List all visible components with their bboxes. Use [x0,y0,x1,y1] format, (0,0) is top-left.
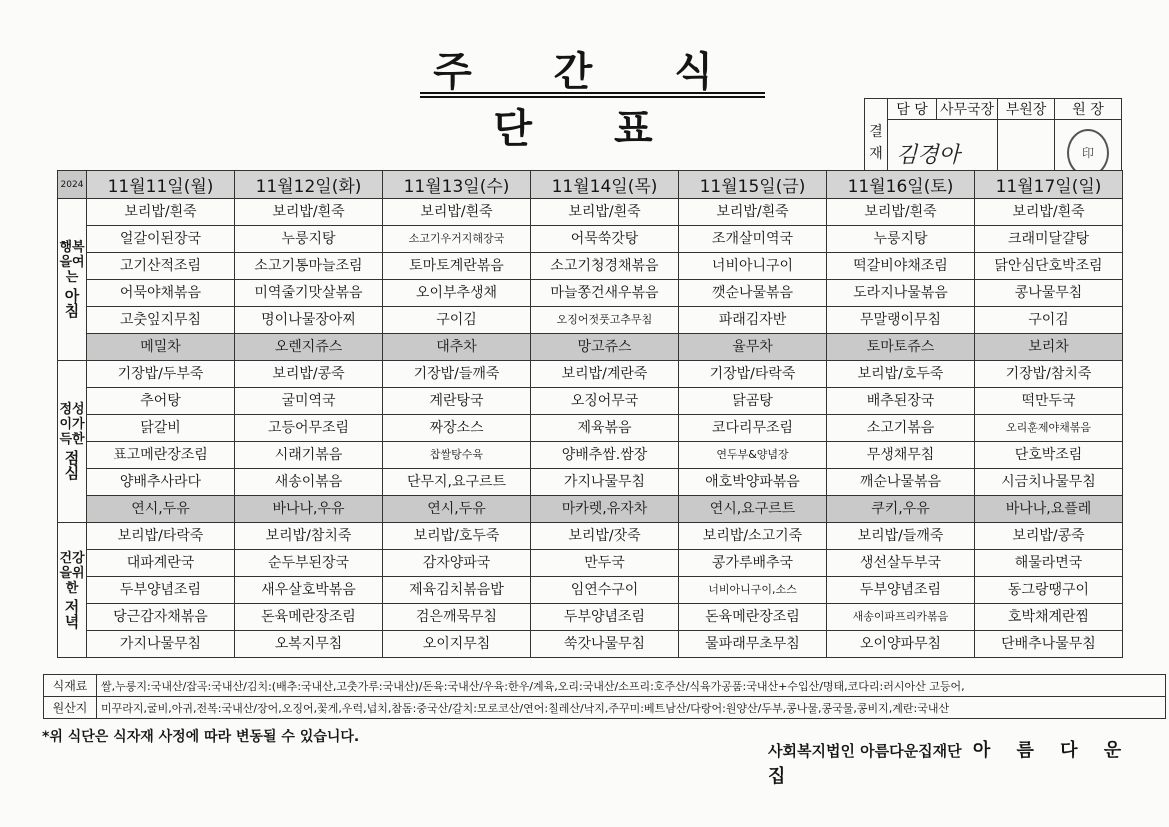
menu-cell: 소고기우거지해장국 [383,226,531,253]
day-header: 11월11일(월) [87,171,235,199]
menu-cell: 오이지무침 [383,631,531,658]
menu-cell: 보리밥/타락죽 [87,523,235,550]
menu-cell: 만두국 [531,550,679,577]
menu-cell: 돈육메란장조림 [679,604,827,631]
menu-cell: 가지나물무침 [531,469,679,496]
snack-cell: 망고쥬스 [531,334,679,361]
menu-cell: 기장밥/참치죽 [975,361,1123,388]
meal-label-breakfast [58,199,87,361]
breakfast-row [58,307,1123,334]
menu-cell: 누룽지탕 [827,226,975,253]
origin-row [44,697,1166,719]
snack-cell: 연시,요구르트 [679,496,827,523]
menu-cell: 도라지나물볶음 [827,280,975,307]
menu-cell: 코다리무조림 [679,415,827,442]
organization-main: 아 름 다 운 집 [768,740,1132,787]
menu-cell: 보리밥/호두죽 [383,523,531,550]
snack-cell: 연시,두유 [87,496,235,523]
snack-cell: 율무차 [679,334,827,361]
menu-cell: 오복지무침 [235,631,383,658]
menu-cell: 소고기통마늘조림 [235,253,383,280]
snack-cell: 오렌지쥬스 [235,334,383,361]
menu-cell: 오이부추생채 [383,280,531,307]
menu-cell: 고기산적조림 [87,253,235,280]
breakfast-row [58,280,1123,307]
title-underline-2 [420,96,765,98]
menu-cell: 소고기볶음 [827,415,975,442]
menu-cell: 너비아니구이 [679,253,827,280]
menu-cell: 돈육메란장조림 [235,604,383,631]
menu-cell: 짜장소스 [383,415,531,442]
menu-cell: 구이김 [975,307,1123,334]
approval-header-vice-director: 부원장 [998,99,1055,120]
lunch-row [58,469,1123,496]
snack-cell: 연시,두유 [383,496,531,523]
menu-cell: 물파래무초무침 [679,631,827,658]
snack-cell: 대추차 [383,334,531,361]
breakfast-snack-row [58,334,1123,361]
dinner-row [58,523,1123,550]
lunch-row [58,361,1123,388]
menu-cell: 보리밥/흰죽 [975,199,1123,226]
breakfast-row [58,253,1123,280]
dinner-row [58,631,1123,658]
lunch-snack-row [58,496,1123,523]
menu-cell: 소고기청경채볶음 [531,253,679,280]
title-underline [420,92,765,94]
meal-label-lunch-top: 정성이가득한 [59,402,85,447]
menu-cell: 명이나물장아찌 [235,307,383,334]
snack-cell: 마카렛,유자차 [531,496,679,523]
menu-cell: 크래미달걀탕 [975,226,1123,253]
day-header: 11월12일(화) [235,171,383,199]
menu-cell: 보리밥/흰죽 [827,199,975,226]
menu-cell: 새송이볶음 [235,469,383,496]
menu-cell: 생선살두부국 [827,550,975,577]
meal-label-breakfast-main: 아침 [64,287,80,320]
menu-cell: 시금치나물무침 [975,469,1123,496]
menu-cell: 보리밥/콩죽 [975,523,1123,550]
lunch-row [58,388,1123,415]
menu-cell: 연두부&양념장 [679,442,827,469]
seal-stamp: 印 [1067,129,1109,177]
menu-cell: 닭갈비 [87,415,235,442]
menu-cell: 보리밥/들깨죽 [827,523,975,550]
snack-cell: 메밀차 [87,334,235,361]
snack-cell: 토마토쥬스 [827,334,975,361]
menu-cell: 시래기볶음 [235,442,383,469]
menu-cell: 추어탕 [87,388,235,415]
menu-cell: 조개살미역국 [679,226,827,253]
menu-cell: 양배추쌈.쌈장 [531,442,679,469]
menu-cell: 보리밥/흰죽 [235,199,383,226]
menu-cell: 두부양념조림 [87,577,235,604]
menu-cell: 콩가루배추국 [679,550,827,577]
menu-cell: 보리밥/흰죽 [383,199,531,226]
organization-prefix: 사회복지법인 아름다운집재단 [768,742,962,760]
menu-cell: 콩나물무침 [975,280,1123,307]
menu-cell: 닭안심단호박조림 [975,253,1123,280]
menu-cell: 미역줄기맛살볶음 [235,280,383,307]
menu-cell: 어묵야채볶음 [87,280,235,307]
menu-cell: 양배추사라다 [87,469,235,496]
origin-info-table [43,674,1166,719]
snack-cell: 바나나,우유 [235,496,383,523]
menu-cell: 보리밥/호두죽 [827,361,975,388]
menu-cell: 구이김 [383,307,531,334]
day-header: 11월14일(목) [531,171,679,199]
dinner-row [58,577,1123,604]
origin-label-ingredients: 식재료 [44,675,97,697]
menu-cell: 임연수구이 [531,577,679,604]
origin-label-origin: 원산지 [44,697,97,719]
menu-cell: 표고메란장조림 [87,442,235,469]
menu-cell: 애호박양파볶음 [679,469,827,496]
menu-cell: 당근감자채볶음 [87,604,235,631]
menu-cell: 순두부된장국 [235,550,383,577]
menu-cell: 검은깨묵무침 [383,604,531,631]
meal-label-lunch [58,361,87,523]
menu-cell: 제육볶음 [531,415,679,442]
menu-cell: 계란탕국 [383,388,531,415]
menu-cell: 감자양파국 [383,550,531,577]
menu-cell: 파래김자반 [679,307,827,334]
menu-cell: 단호박조림 [975,442,1123,469]
menu-change-notice: *위 식단은 식자재 사정에 따라 변동될 수 있습니다. [42,729,360,745]
menu-cell: 대파계란국 [87,550,235,577]
menu-cell: 얼갈이된장국 [87,226,235,253]
menu-cell: 호박채계란찜 [975,604,1123,631]
snack-cell: 바나나,요플레 [975,496,1123,523]
menu-cell: 배추된장국 [827,388,975,415]
menu-cell: 두부양념조림 [827,577,975,604]
meal-label-dinner-top: 건강을위한 [59,550,85,596]
menu-cell: 고춧잎지무침 [87,307,235,334]
menu-cell: 토마토계란볶음 [383,253,531,280]
menu-cell: 새송이파프리카볶음 [827,604,975,631]
origin-row [44,675,1166,697]
signature: 김경아 [896,142,960,168]
menu-cell: 어묵쑥갓탕 [531,226,679,253]
menu-cell: 고등어무조림 [235,415,383,442]
day-header-row [58,171,1123,199]
origin-text-line2: 미꾸라지,굴비,아귀,전복:국내산/장어,오징어,꽃게,우럭,넙치,참돔:중국산/갈치:모로코산/연어:칠레산/낙지,주꾸미:베트남산/다랑어:원양산/두부,콩나물,콩국물,콩비지,계란:국내산 [97,697,1166,719]
weekly-menu-table [57,170,1123,658]
menu-cell: 단무지,요구르트 [383,469,531,496]
menu-cell: 떡갈비야채조림 [827,253,975,280]
menu-cell: 기장밥/두부죽 [87,361,235,388]
menu-cell: 제육김치볶음밥 [383,577,531,604]
menu-cell: 해물라면국 [975,550,1123,577]
menu-cell: 너비아니구이,소스 [679,577,827,604]
menu-cell: 찹쌀탕수육 [383,442,531,469]
meal-label-breakfast-top: 행복을여는 [59,240,85,285]
menu-cell: 닭곰탕 [679,388,827,415]
menu-cell: 두부양념조림 [531,604,679,631]
menu-cell: 마늘쫑건새우볶음 [531,280,679,307]
dinner-row [58,604,1123,631]
snack-cell: 쿠키,우유 [827,496,975,523]
menu-cell: 오이양파무침 [827,631,975,658]
day-header: 11월16일(토) [827,171,975,199]
approval-header-secretary: 사무국장 [937,99,998,120]
day-header: 11월13일(수) [383,171,531,199]
menu-cell: 보리밥/계란죽 [531,361,679,388]
day-header: 11월17일(일) [975,171,1123,199]
meal-label-dinner [58,523,87,658]
dinner-row [58,550,1123,577]
menu-cell: 무생채무침 [827,442,975,469]
menu-cell: 기장밥/들깨죽 [383,361,531,388]
breakfast-row [58,199,1123,226]
meal-label-dinner-main: 저녁 [64,597,80,631]
year-label: 2024 [58,171,87,199]
menu-cell: 기장밥/타락죽 [679,361,827,388]
organization-name [768,736,1169,788]
page-title: 주 간 식 단 표 [433,49,747,152]
origin-text-line1: 쌀,누룽지:국내산/잡곡:국내산/김치:(배추:국내산,고춧가루:국내산)/돈육:국내산/우육:한우/계육,오리:국내산/소프리:호주산/식육가공품:국내산+수입산/명태,코다리:러시아산 고등어, [97,675,1166,697]
menu-cell: 보리밥/소고기죽 [679,523,827,550]
lunch-row [58,415,1123,442]
menu-cell: 보리밥/흰죽 [679,199,827,226]
menu-cell: 보리밥/흰죽 [531,199,679,226]
approval-header-staff: 담 당 [888,99,937,120]
menu-cell: 가지나물무침 [87,631,235,658]
menu-cell: 보리밥/잣죽 [531,523,679,550]
menu-cell: 굴미역국 [235,388,383,415]
lunch-row [58,442,1123,469]
menu-cell: 새우살호박볶음 [235,577,383,604]
menu-cell: 보리밥/참치죽 [235,523,383,550]
menu-cell: 오리훈제야채볶음 [975,415,1123,442]
menu-cell: 오징어무국 [531,388,679,415]
menu-cell: 누룽지탕 [235,226,383,253]
menu-cell: 오징어젓풋고추무침 [531,307,679,334]
menu-cell: 동그랑땡구이 [975,577,1123,604]
menu-cell: 보리밥/콩죽 [235,361,383,388]
menu-cell: 무말랭이무침 [827,307,975,334]
approval-header-director: 원 장 [1055,99,1122,120]
breakfast-row [58,226,1123,253]
menu-cell: 보리밥/흰죽 [87,199,235,226]
snack-cell: 보리차 [975,334,1123,361]
meal-label-lunch-main: 점심 [64,449,80,482]
menu-cell: 깨순나물볶음 [827,469,975,496]
day-header: 11월15일(금) [679,171,827,199]
approval-side-label: 결 재 [865,99,888,187]
menu-cell: 깻순나물볶음 [679,280,827,307]
menu-cell: 쑥갓나물무침 [531,631,679,658]
menu-cell: 떡만두국 [975,388,1123,415]
menu-cell: 단배추나물무침 [975,631,1123,658]
